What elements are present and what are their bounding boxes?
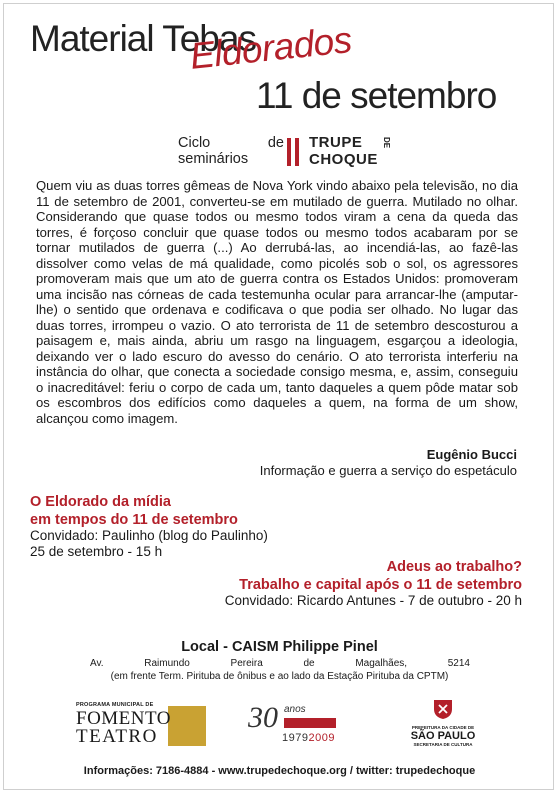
cycle-label-line2: seminários [178,151,249,167]
title-eldorados-overlay: Eldorados [188,19,354,77]
fomento-small-text: PROGRAMA MUNICIPAL DE [76,702,154,708]
venue-address: Av. Raimundo Pereira de Magalhães, 5214 [90,658,470,669]
cycle-label-line1: Ciclo de [178,135,284,151]
fomento-text: FOMENTO [76,708,171,729]
event1-title-line1: O Eldorado da mídia [30,494,171,510]
cycle-label [178,135,284,167]
prefeitura-sao-paulo-logo [402,698,484,748]
fomento-emblem-icon [168,706,206,746]
anniv-bar-icon [284,718,336,728]
anniv-number: 30 [248,701,278,734]
venue-reference: (em frente Term. Pirituba de ônibus e ao lado da Estação Pirituba da CPTM) [110,671,449,682]
quote-source: Informação e guerra a serviço do espetáculo [259,463,517,478]
quote-text: Quem viu as duas torres gêmeas de Nova York vindo abaixo pela televisão, no dia 11 de setembro de 2001, converteu-se em mutilado de guerra. Mutilado no olhar. Considerando que quase todos ou mesmo todos viram a cena da queda das torres, é forçoso concluir que quase todos ou mesmo todos acabaram por se tornar mutilados de guerra (...) Ao derrubá-las, ao incendiá-las, ao fazê-las dissolver como velas de má qualidade, como picolés sob o sol, os agressores promoveram mais que um ato de guerra contra os Estados Unidos: promoveram uma incisão nas córneas de cada testemunha ocular para arrancar-lhe (amputar-lhe) o sentido que ordenava e codificava o que podia ser olhado. No lugar das duas torres, irrompeu o vazio. O ato terrorista de 11 de setembro descosturou a paisagem e, mais ainda, abriu um rasgo na linguagem, esgarçou a ideologia, deixando ver o lado escuro do avesso do cenário. O ato terrorista interferiu na instância do olhar, que conecta a sociedade consigo mesma, e, assim, conseguiu o inacreditável: feriu o corpo de cada um, tanto daqueles a quem pôde matar sob os escombros dos edifícios como daqueles a quem, na forma de um show, alcançou como imagem. [36,178,518,426]
logo-choque-text: CHOQUE [309,151,378,168]
logo-de-text: DE [382,137,391,149]
event2-title-line1: Adeus ao trabalho? [386,559,522,575]
event1-title-line2: em tempos do 11 de setembro [30,512,238,528]
event1-title [30,493,238,529]
title-material-tebas: Material Tebas [30,18,256,59]
anniv-end: 2009 [308,732,335,744]
pref-small-text: PREFEITURA DA CIDADE DE [411,725,475,730]
event2-title [239,558,522,594]
event1-guest: Convidado: Paulinho (blog do Paulinho) [30,528,268,543]
event2-guest: Convidado: Ricardo Antunes - 7 de outubro - 20 h [224,593,522,608]
anniv-word: anos [284,704,306,715]
footer-info: Informações: 7186-4884 - www.trupedechoque.org / twitter: trupedechoque [83,765,476,777]
quote-author: Eugênio Bucci [426,447,517,462]
venue-local: Local - CAISM Philippe Pinel [181,639,378,655]
teatro-text: TEATRO [76,726,158,747]
pref-city-text: SÃO PAULO [410,730,476,742]
logo-trupe-text: TRUPE [309,134,363,151]
thirty-years-logo [248,701,348,747]
title-date: 11 de setembro [256,75,497,116]
anniv-years [282,732,335,744]
pref-secretaria-text: SECRETARIA DE CULTURA [413,742,473,747]
event2-title-line2: Trabalho e capital após o 11 de setembro [239,577,522,593]
event1-date: 25 de setembro - 15 h [30,544,163,559]
fomento-teatro-logo [76,702,206,746]
anniv-start: 1979 [282,732,309,744]
city-crest-icon [432,698,454,720]
